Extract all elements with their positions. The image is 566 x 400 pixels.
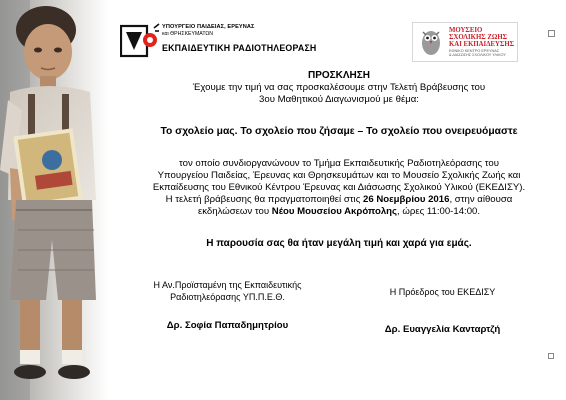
- ministry-name-line1: ΥΠΟΥΡΓΕΙΟ ΠΑΙΔΕΙΑΣ, ΕΡΕΥΝΑΣ: [162, 24, 255, 30]
- museum-logo: [412, 22, 518, 62]
- museum-subline1: ΕΘΝΙΚΟ ΚΕΝΤΡΟ ΕΡΕΥΝΑΣ: [449, 49, 500, 53]
- ceremony-time: , ώρες 11:00-14:00.: [397, 206, 481, 217]
- ministry-logo: [120, 22, 317, 62]
- ceremony-date-prefix: Η τελετή βράβευσης θα πραγματοποιηθεί στις: [165, 194, 363, 205]
- ceremony-venue-prefix: εκδηλώσεων του: [197, 206, 272, 217]
- right-signatory-role: Η Πρόεδρος του ΕΚΕΔΙΣΥ: [389, 287, 496, 297]
- ceremony-venue-line: [130, 206, 548, 218]
- contest-theme: Το σχολείο μας. Το σχολείο που ζήσαμε – Το σχολείο που ονειρευόμαστε: [160, 126, 518, 137]
- ceremony-date-suffix: , στην αίθουσα: [449, 194, 513, 205]
- ceremony-date: 26 Νοεμβρίου 2016: [362, 194, 450, 205]
- left-signatory-role-line1: Η Αν.Προϊσταμένη της Εκπαιδευτικής: [153, 280, 302, 290]
- museum-name-line2: ΣΧΟΛΙΚΗΣ ΖΩΗΣ: [449, 34, 508, 41]
- ceremony-date-line: [130, 194, 548, 206]
- intro-line-2: 3ου Μαθητικού Διαγωνισμού με θέμα:: [259, 94, 419, 105]
- museum-subline2: & ΔΙΑΣΩΣΗΣ ΣΧΟΛΙΚΟΥ ΥΛΙΚΟΥ: [449, 53, 506, 57]
- owl-icon: [416, 26, 446, 56]
- museum-name-line3: ΚΑΙ ΕΚΠΑΙΔΕΥΣΗΣ: [449, 41, 515, 48]
- radiotelevision-name: ΕΚΠΑΙΔΕΥΤΙΚΗ ΡΑΔΙΟΤΗΛΕΟΡΑΣΗ: [162, 43, 317, 53]
- left-signatory-name: Δρ. Σοφία Παπαδημητρίου: [166, 320, 289, 331]
- boy-photo: [0, 0, 108, 400]
- right-signatory-name: Δρ. Ευαγγελία Κανταρτζή: [384, 324, 501, 335]
- radiotelevision-logo-icon: [120, 22, 160, 62]
- invitation-title: ΠΡΟΣΚΛΗΣΗ: [307, 70, 370, 81]
- intro-line-1: Έχουμε την τιμή να σας προσκαλέσουμε στην Τελετή Βράβευσης του: [192, 82, 486, 93]
- corner-marker-bottom: [548, 353, 554, 359]
- museum-name-line1: ΜΟΥΣΕΙΟ: [449, 27, 483, 34]
- corner-marker-top: [548, 30, 555, 37]
- organizers-line-3: Εκπαίδευσης του Εθνικού Κέντρου Έρευνας και Διάσωσης Σχολικού Υλικού (ΕΚΕΔΙΣΥ).: [152, 182, 526, 193]
- presence-note: Η παρουσία σας θα ήταν μεγάλη τιμή και χαρά για εμάς.: [206, 238, 472, 249]
- organizers-line-1: τον οποίο συνδιοργανώνουν το Τμήμα Εκπαιδευτικής Ραδιοτηλεόρασης του: [178, 158, 500, 169]
- ministry-name-line2: και ΘΡΗΣΚΕΥΜΑΤΩΝ: [162, 31, 214, 37]
- ceremony-venue: Νέου Μουσείου Ακρόπολης: [271, 206, 398, 217]
- left-signatory-role-line2: Ραδιοτηλεόρασης ΥΠ.Π.Ε.Θ.: [170, 292, 285, 302]
- organizers-line-2: Υπουργείου Παιδείας, Έρευνας και Θρησκευμάτων και το Μουσείο Σχολικής Ζωής και: [157, 170, 521, 181]
